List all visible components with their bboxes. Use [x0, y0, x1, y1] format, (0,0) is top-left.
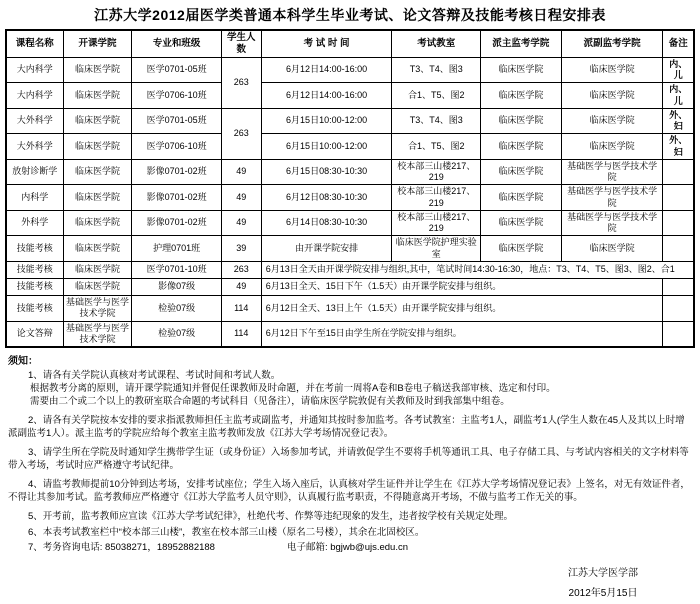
table-cell: 263 — [221, 108, 261, 159]
table-cell: 影像0701-02班 — [132, 210, 221, 236]
table-cell: 医学0706-10班 — [132, 83, 221, 109]
table-cell: 6月15日08:30-10:30 — [261, 159, 392, 185]
table-cell: 49 — [221, 210, 261, 236]
table-cell: 基础医学与医学技术学院 — [561, 185, 663, 211]
table-cell — [663, 185, 694, 211]
table-cell: 医学0701-05班 — [132, 108, 221, 134]
note-paragraph: 2、请各有关学院按本安排的要求指派教师担任主监考或副监考，并通知其按时参加监考。各考试教室：主监考1人，副监考1人(学生人数在45人及其以上时增派副监考1人）。派主监考的学院应给每个教室主监考教师发放《江苏大学考场情况登记表》。 — [8, 415, 685, 440]
notes-heading: 须知： — [8, 356, 38, 368]
table-cell: 临床医学院 — [63, 57, 132, 83]
table-cell: 外科学 — [6, 210, 63, 236]
table-row — [6, 210, 694, 236]
table-cell: 6月13日全天由开课学院安排与组织,其中，笔试时间14:30-16:30，地点：T3、T4、T5、图3、图2、合1 — [261, 261, 694, 278]
table-cell: 114 — [221, 295, 261, 321]
table-cell: 医学0706-10班 — [132, 134, 221, 160]
column-header: 派主监考学院 — [481, 30, 561, 57]
table-cell: 校本部三山楼217、219 — [392, 159, 481, 185]
table-cell — [663, 295, 694, 321]
note-paragraph: 根据教考分离的原则，请开课学院通知并督促任课教师及时命题，并在考前一周将A卷和B卷电子稿送我部审核、选定和付印。 — [30, 383, 556, 395]
contact-line — [8, 541, 692, 554]
table-cell: 临床医学院 — [63, 134, 132, 160]
table-cell: 临床医学院 — [63, 210, 132, 236]
table-cell: 合1、T5、图2 — [392, 83, 481, 109]
table-cell: 临床医学院 — [561, 83, 663, 109]
column-header: 开课学院 — [63, 30, 132, 57]
table-cell: 临床医学院 — [481, 185, 561, 211]
table-cell: 6月12日全天、13日上午（1.5天）由开课学院安排与组织。 — [261, 295, 663, 321]
column-header: 专业和班级 — [132, 30, 221, 57]
table-cell: 检验07级 — [132, 295, 221, 321]
column-header: 课程名称 — [6, 30, 63, 57]
table-row — [6, 108, 694, 134]
table-cell: 由开课学院安排 — [261, 236, 392, 262]
column-header: 学生人数 — [221, 30, 261, 57]
notes-paragraphs — [8, 369, 692, 539]
table-cell: 大外科学 — [6, 108, 63, 134]
table-cell: 临床医学院 — [63, 185, 132, 211]
table-row — [6, 159, 694, 185]
table-cell: 临床医学院 — [561, 236, 663, 262]
table-row — [6, 83, 694, 109]
table-row — [6, 278, 694, 295]
table-row — [6, 134, 694, 160]
table-cell: 临床医学院 — [481, 108, 561, 134]
table-cell: 临床医学院护理实验室 — [392, 236, 481, 262]
note-paragraph: 4、请监考教师提前10分钟到达考场，安排考试座位；学生入场入座后，认真核对学生证件并让学生在《江苏大学考场情况登记表》上签名，对无有效证件者，不得让其参加考试。监考教师应严格遵守《江苏大学监考人员守则》，认真履行监考职责，不得随意离开考场，不做与监考工作无关的事。 — [8, 479, 690, 504]
table-cell: 6月12日08:30-10:30 — [261, 185, 392, 211]
table-cell: 大内科学 — [6, 83, 63, 109]
table-cell: 临床医学院 — [63, 108, 132, 134]
table-cell: 6月12日14:00-16:00 — [261, 83, 392, 109]
table-cell: 技能考核 — [6, 295, 63, 321]
table-cell: 大内科学 — [6, 57, 63, 83]
table-cell: 大外科学 — [6, 134, 63, 160]
table-cell: 技能考核 — [6, 236, 63, 262]
table-cell: 临床医学院 — [63, 159, 132, 185]
table-cell: 技能考核 — [6, 261, 63, 278]
note-paragraph: 1、请各有关学院认真核对考试课程、考试时间和考试人数。 — [28, 370, 281, 382]
contact-email: 电子邮箱: bgjwb@ujs.edu.cn — [286, 542, 409, 554]
table-cell: 基础医学与医学技术学院 — [63, 295, 132, 321]
table-cell: 临床医学院 — [561, 108, 663, 134]
table-cell: 6月13日全天、15日下午（1.5天）由开课学院安排与组织。 — [261, 278, 663, 295]
table-cell: 263 — [221, 261, 261, 278]
table-cell: 临床医学院 — [481, 159, 561, 185]
table-cell: 校本部三山楼217、219 — [392, 185, 481, 211]
table-cell: 内、儿 — [663, 57, 694, 83]
table-cell: 临床医学院 — [561, 134, 663, 160]
table-cell — [663, 210, 694, 236]
table-cell: 基础医学与医学技术学院 — [561, 210, 663, 236]
table-cell: 临床医学院 — [481, 57, 561, 83]
table-cell: 内科学 — [6, 185, 63, 211]
note-paragraph: 5、开考前，监考教师应宣读《江苏大学考试纪律》，杜绝代考、作弊等违纪现象的发生，违者按学校有关规定处理。 — [28, 511, 514, 523]
table-cell: 影像07级 — [132, 278, 221, 295]
table-cell: 技能考核 — [6, 278, 63, 295]
table-cell: 临床医学院 — [63, 236, 132, 262]
table-cell: 临床医学院 — [63, 261, 132, 278]
table-cell: 外、妇 — [663, 134, 694, 160]
table-header-row — [6, 30, 694, 57]
table-cell: 临床医学院 — [481, 236, 561, 262]
table-cell: 外、妇 — [663, 108, 694, 134]
table-row — [6, 321, 694, 347]
note-paragraph: 需要由二个或二个以上的教研室联合命题的考试科目（见备注），请临床医学院敦促有关教师及时到我部集中组卷。 — [30, 396, 510, 408]
table-cell: 校本部三山楼217、219 — [392, 210, 481, 236]
contact-phone: 7、考务咨询电话: 85038271，18952882188 — [28, 542, 215, 554]
signature-date: 2012年5月15日 — [568, 588, 638, 600]
table-cell: 39 — [221, 236, 261, 262]
table-cell: 临床医学院 — [481, 134, 561, 160]
table-cell: 临床医学院 — [481, 210, 561, 236]
table-row — [6, 295, 694, 321]
table-cell: T3、T4、图3 — [392, 108, 481, 134]
table-cell: 6月14日08:30-10:30 — [261, 210, 392, 236]
table-cell: 49 — [221, 278, 261, 295]
table-cell: 内、儿 — [663, 83, 694, 109]
table-cell — [663, 236, 694, 262]
table-cell — [663, 321, 694, 347]
table-cell: 基础医学与医学技术学院 — [561, 159, 663, 185]
notes-section — [8, 355, 692, 554]
table-cell: 263 — [221, 57, 261, 108]
table-cell: 合1、T5、图2 — [392, 134, 481, 160]
column-header: 备注 — [663, 30, 694, 57]
column-header: 考 试 时 间 — [261, 30, 392, 57]
table-cell: 6月15日10:00-12:00 — [261, 134, 392, 160]
table-cell: 6月15日10:00-12:00 — [261, 108, 392, 134]
table-cell: 检验07级 — [132, 321, 221, 347]
table-cell: 基础医学与医学技术学院 — [63, 321, 132, 347]
column-header: 考试教室 — [392, 30, 481, 57]
table-cell: 护理0701班 — [132, 236, 221, 262]
table-cell: 临床医学院 — [561, 57, 663, 83]
table-cell: 放射诊断学 — [6, 159, 63, 185]
table-cell: 影像0701-02班 — [132, 159, 221, 185]
signature-block — [0, 564, 638, 604]
table-cell: 6月12日14:00-16:00 — [261, 57, 392, 83]
table-row — [6, 261, 694, 278]
table-row — [6, 236, 694, 262]
table-cell: 影像0701-02班 — [132, 185, 221, 211]
table-cell: 临床医学院 — [481, 83, 561, 109]
table-cell: 6月12日下午至15日由学生所在学院安排与组织。 — [261, 321, 663, 347]
note-paragraph: 6、本表考试教室栏中“校本部三山楼”，教室在校本部三山楼（原名二号楼），其余在北固校区。 — [28, 527, 425, 539]
table-cell — [663, 278, 694, 295]
document-title: 江苏大学2012届医学类普通本科学生毕业考试、论文答辩及技能考核日程安排表 — [94, 7, 606, 23]
table-cell: 医学0701-05班 — [132, 57, 221, 83]
table-cell: 临床医学院 — [63, 278, 132, 295]
table-row — [6, 185, 694, 211]
table-cell: 医学0701-10班 — [132, 261, 221, 278]
table-cell: 114 — [221, 321, 261, 347]
table-cell: 49 — [221, 159, 261, 185]
column-header: 派副监考学院 — [561, 30, 663, 57]
table-cell: T3、T4、图3 — [392, 57, 481, 83]
table-cell — [663, 159, 694, 185]
table-body — [6, 57, 694, 347]
note-paragraph: 3、请学生所在学院及时通知学生携带学生证（或身份证）入场参加考试，并请敦促学生不要将手机等通讯工具、电子存储工具、与考试内容相关的文字材料等带入考场，考试时应严格遵守考试纪律。 — [8, 447, 689, 472]
table-cell: 论文答辩 — [6, 321, 63, 347]
table-cell: 49 — [221, 185, 261, 211]
schedule-table — [5, 29, 695, 348]
signature-org: 江苏大学医学部 — [568, 568, 638, 580]
table-cell: 临床医学院 — [63, 83, 132, 109]
table-row — [6, 57, 694, 83]
